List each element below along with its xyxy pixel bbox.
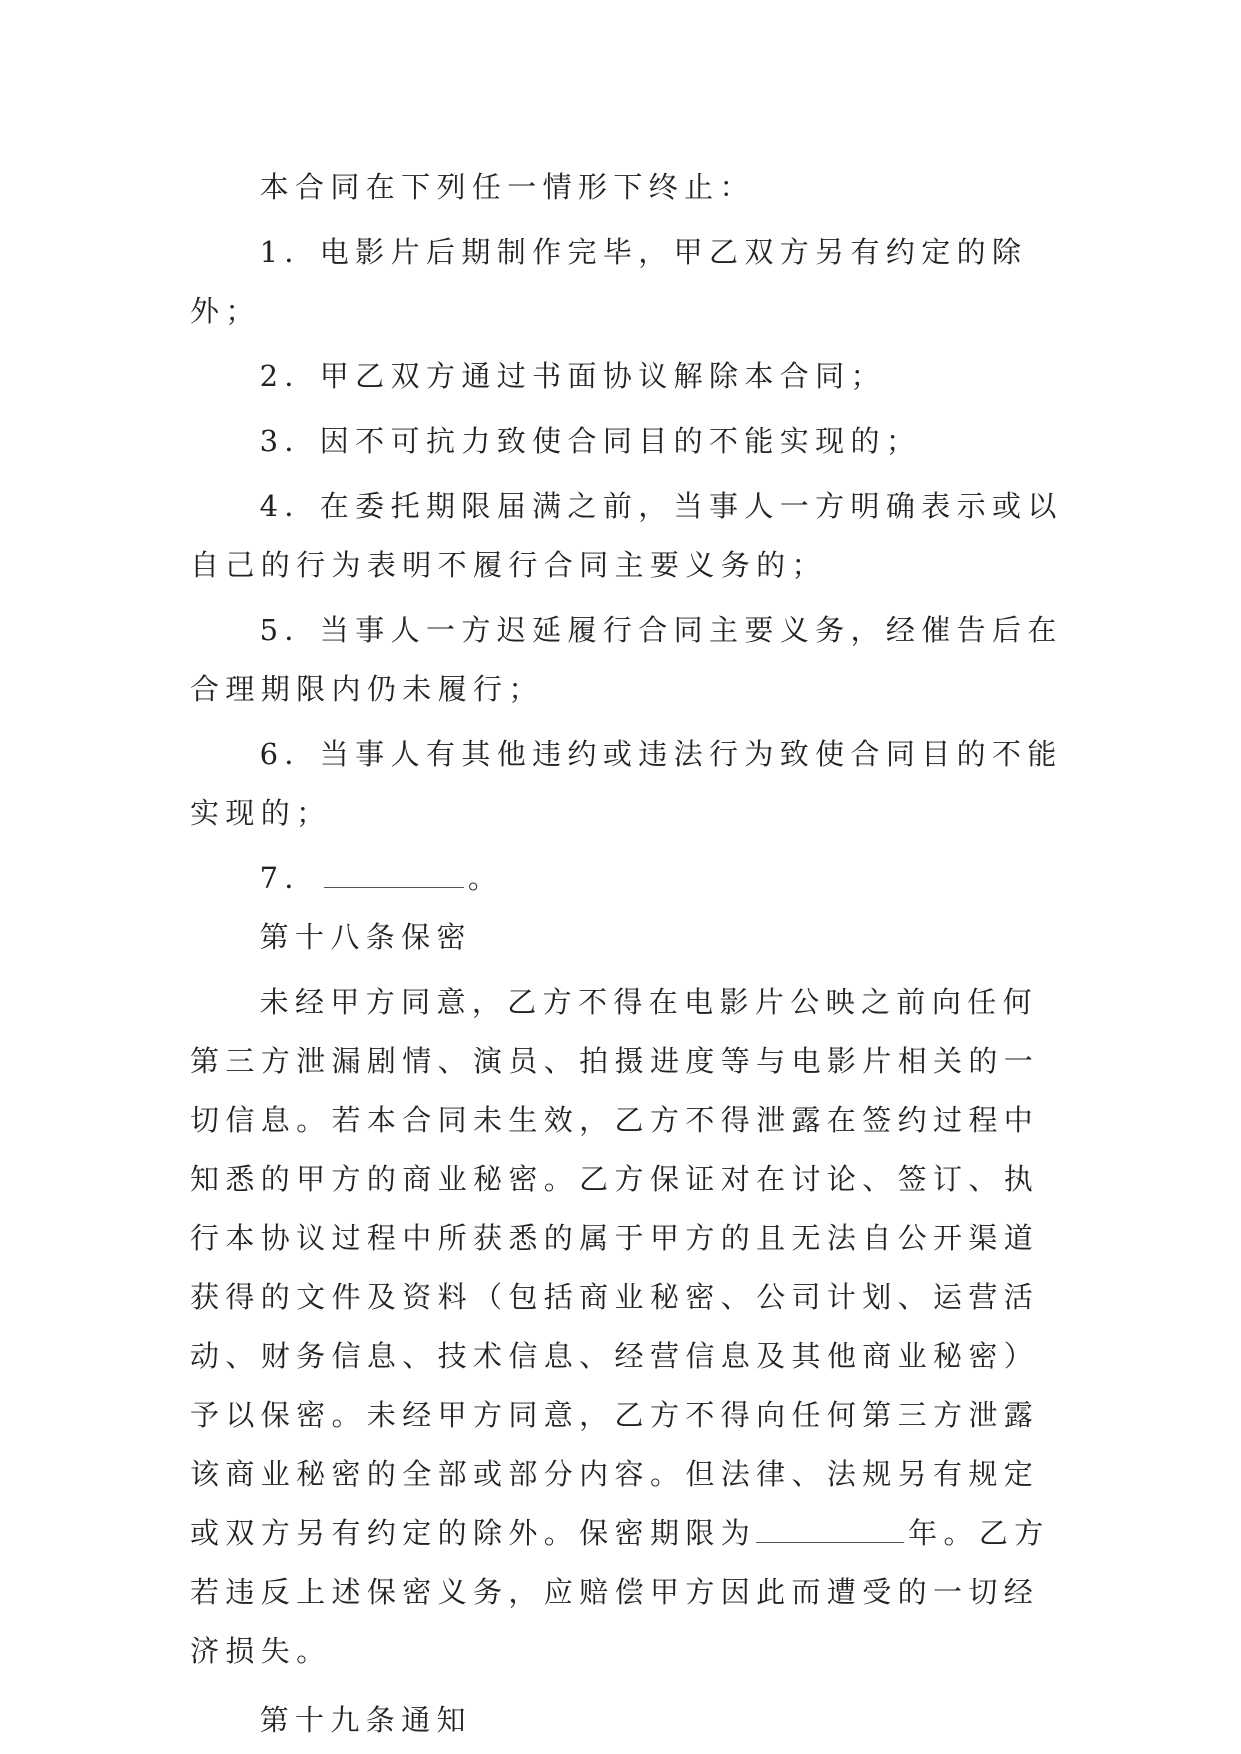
item7-prefix: 7． xyxy=(259,861,320,895)
confidentiality-tail: 年。乙方若违反上述保密义务，应赔偿甲方因此而遭受的一切经济损失。 xyxy=(190,1516,1050,1668)
document-body xyxy=(190,158,1070,1750)
termination-item-4: 4．在委托期限届满之前，当事人一方明确表示或以自己的行为表明不履行合同主要义务的； xyxy=(190,489,1063,582)
termination-item-5: 5．当事人一方迟延履行合同主要义务，经催告后在合理期限内仍未履行； xyxy=(190,613,1063,706)
termination-item-3: 3．因不可抗力致使合同目的不能实现的； xyxy=(259,424,922,458)
article-19-title: 第十九条通知 xyxy=(259,1703,472,1737)
confidentiality-period-blank xyxy=(756,1516,904,1543)
termination-item-6: 6．当事人有其他违约或违法行为致使合同目的不能实现的； xyxy=(190,737,1063,830)
confidentiality-text: 未经甲方同意，乙方不得在电影片公映之前向任何第三方泄漏剧情、演员、拍摄进度等与电影片相关的一切信息。若本合同未生效，乙方不得泄露在签约过程中知悉的甲方的商业秘密。乙方保证对在讨论、签订、执行本协议过程中所获悉的属于甲方的且无法自公开渠道获得的文件及资料（包括商业秘密、公司计划、运营活动、财务信息、技术信息、经营信息及其他商业秘密）予以保密。未经甲方同意，乙方不得向任何第三方泄露该商业秘密的全部或部分内容。但法律、法规另有规定或双方另有约定的除外。保密期限为 xyxy=(190,985,1040,1550)
article-18-title: 第十八条保密 xyxy=(259,920,472,954)
fill-in-blank xyxy=(324,861,464,888)
termination-intro: 本合同在下列任一情形下终止： xyxy=(259,170,755,204)
termination-item-7 xyxy=(190,849,1070,908)
termination-item-2: 2．甲乙双方通过书面协议解除本合同； xyxy=(259,359,886,393)
confidentiality-paragraph xyxy=(190,973,1070,1681)
item7-suffix: 。 xyxy=(467,861,504,895)
termination-item-1: 1．电影片后期制作完毕，甲乙双方另有约定的除外； xyxy=(190,235,1028,328)
